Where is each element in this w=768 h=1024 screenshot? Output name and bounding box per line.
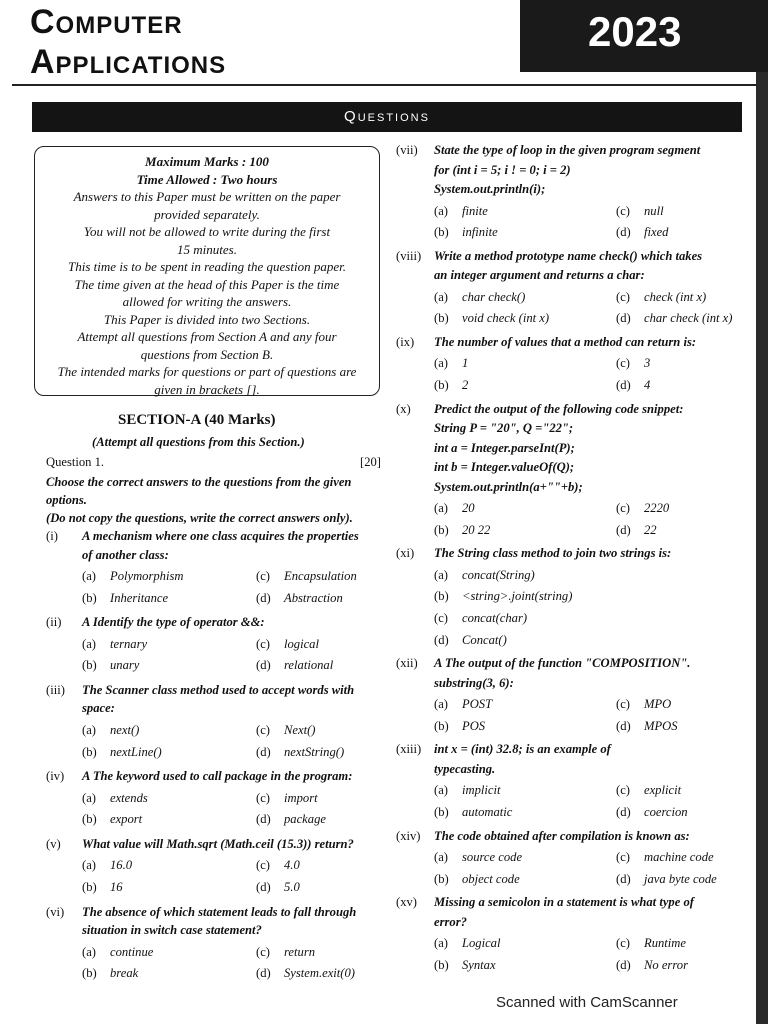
section-title: SECTION-A (40 Marks) [118, 412, 276, 428]
question-instruction: (Do not copy the questions, write the correct answers only). [46, 511, 353, 525]
option-letter: (a) [434, 289, 448, 304]
option-letter: (c) [616, 936, 630, 951]
option-letter: (d) [616, 871, 631, 886]
question-text: The number of values that a method can return is: [434, 334, 697, 349]
option-letter: (d) [256, 590, 271, 605]
question-number: (xiii) [396, 742, 422, 757]
right-column [396, 140, 748, 985]
option-letter: (c) [434, 611, 448, 625]
option-letter: (d) [616, 718, 631, 733]
header-rule [12, 84, 757, 86]
question-text: String P = "20", Q ="22"; [434, 421, 574, 436]
option-text: 22 [644, 522, 657, 537]
option-text: automatic [462, 805, 513, 819]
option-text: Concat() [462, 632, 507, 647]
option-letter: (c) [256, 636, 270, 651]
question-number: (viii) [396, 248, 422, 263]
question-text: space: [82, 701, 115, 716]
question-text: substring(3, 6): [434, 675, 514, 690]
question-instruction: options. [46, 493, 87, 507]
option-letter: (c) [616, 850, 630, 865]
option-letter: (b) [82, 966, 97, 981]
option-text: coercion [644, 805, 688, 819]
option-text: concat(String) [462, 567, 535, 582]
option-letter: (b) [434, 311, 449, 326]
question-number: (xiv) [396, 828, 421, 843]
instruction-line: The time given at the head of this Paper is the time [74, 276, 340, 292]
option-text: explicit [644, 783, 682, 798]
option-text: nextString() [284, 744, 345, 759]
question-number: (x) [396, 401, 411, 416]
questions-banner: Questions [32, 102, 742, 132]
option-text: Polymorphism [110, 569, 184, 583]
option-text: null [644, 203, 664, 218]
option-letter: (c) [616, 356, 630, 371]
question-number: (xii) [396, 656, 418, 671]
question-text: A Identify the type of operator &&: [82, 615, 265, 630]
option-text: nextLine() [110, 744, 162, 759]
option-letter: (d) [616, 311, 631, 326]
option-text: <string>.joint(string) [462, 589, 573, 604]
instruction-line: provided separately. [154, 206, 260, 222]
option-text: Encapsulation [284, 569, 357, 583]
option-letter: (a) [82, 569, 96, 583]
question-number: (v) [46, 836, 61, 851]
instruction-line: The intended marks for questions or part of questions are [57, 364, 357, 379]
option-text: MPO [644, 697, 672, 712]
question-text: A The output of the function "COMPOSITION". [434, 656, 691, 671]
option-text: implicit [462, 783, 501, 798]
option-letter: (d) [256, 658, 271, 673]
option-letter: (c) [256, 790, 270, 805]
option-letter: (c) [256, 722, 270, 737]
option-text: Abstraction [284, 590, 343, 605]
instruction-line: questions from Section B. [140, 346, 274, 362]
instruction-line: You will not be allowed to write during the first [83, 224, 331, 239]
question-text: int x = (int) 32.8; is an example of [434, 742, 611, 757]
option-letter: (b) [82, 744, 97, 759]
option-letter: (d) [256, 879, 271, 894]
option-letter: (d) [616, 378, 631, 392]
option-letter: (d) [616, 522, 631, 537]
question-number: (i) [46, 529, 58, 543]
option-letter: (a) [82, 944, 96, 959]
option-text: finite [462, 203, 488, 218]
question-number: (ii) [46, 615, 62, 630]
option-letter: (d) [616, 225, 631, 240]
option-letter: (b) [82, 879, 97, 894]
question-text: of another class: [82, 547, 169, 562]
option-letter: (b) [434, 957, 449, 972]
option-text: continue [110, 944, 154, 959]
instructions-box [34, 146, 380, 396]
option-letter: (a) [434, 850, 448, 865]
option-text: 20 22 [462, 522, 491, 537]
option-text: 2220 [644, 501, 670, 516]
option-letter: (a) [434, 203, 448, 218]
option-text: No error [644, 957, 688, 972]
option-text: 2 [462, 378, 469, 392]
question-text: The code obtained after compilation is known as: [434, 828, 690, 843]
instruction-line: This time is to be spent in reading the question paper. [68, 259, 346, 274]
question-text: System.out.println(a+""+b); [434, 479, 583, 494]
question-marks: [20] [360, 455, 381, 469]
option-letter: (a) [434, 697, 448, 712]
question-number: (iii) [46, 682, 65, 697]
question-number: (xv) [396, 895, 417, 910]
option-letter: (a) [434, 356, 448, 371]
option-letter: (c) [256, 569, 270, 583]
option-text: 16.0 [110, 858, 133, 873]
option-letter: (b) [434, 805, 449, 819]
option-letter: (b) [434, 522, 449, 537]
option-text: source code [462, 850, 523, 865]
question-text: The String class method to join two strings is: [434, 546, 672, 561]
option-text: void check (int x) [462, 311, 550, 326]
option-text: Runtime [644, 936, 686, 951]
option-text: java byte code [644, 871, 717, 886]
option-letter: (b) [82, 590, 97, 605]
option-text: concat(char) [462, 611, 528, 625]
question-number: (vii) [396, 143, 418, 157]
instruction-line: Maximum Marks : 100 [145, 154, 269, 169]
option-text: MPOS [644, 718, 678, 733]
question-text: Missing a semicolon in a statement is what type of [434, 895, 694, 910]
option-text: return [284, 944, 316, 959]
question-number: (ix) [396, 334, 415, 349]
section-subtitle: (Attempt all questions from this Section.) [92, 435, 305, 449]
paper-title [30, 2, 226, 82]
question-text: Write a method prototype name check() which takes [434, 248, 703, 263]
title-line-2: Applications [30, 43, 227, 81]
question-text: Predict the output of the following code snippet: [434, 401, 684, 416]
option-text: machine code [644, 850, 714, 865]
instruction-line: given in brackets []. [154, 381, 260, 397]
option-text: 1 [462, 356, 469, 371]
question-text: for (int i = 5; i ! = 0; i = 2) [434, 162, 571, 177]
option-text: 20 [462, 501, 475, 516]
option-text: POS [462, 718, 486, 733]
question-text: int a = Integer.parseInt(P); [434, 440, 575, 455]
option-letter: (a) [82, 636, 96, 651]
option-text: break [110, 966, 139, 981]
title-line-1: Computer [30, 3, 183, 41]
question-text: State the type of loop in the given program segment [434, 143, 701, 157]
question-text: int b = Integer.valueOf(Q); [434, 460, 575, 475]
option-letter: (c) [616, 203, 630, 218]
option-letter: (c) [616, 289, 630, 304]
option-text: char check (int x) [644, 311, 733, 326]
option-letter: (c) [616, 697, 630, 712]
option-text: export [110, 812, 143, 827]
option-letter: (c) [256, 858, 270, 873]
option-text: ternary [110, 636, 148, 651]
option-letter: (c) [616, 783, 630, 798]
option-text: 5.0 [284, 879, 300, 894]
instruction-line: Answers to this Paper must be written on the paper [73, 189, 341, 204]
question-text: What value will Math.sqrt (Math.ceil (15.3)) return? [82, 836, 354, 851]
camscanner-watermark: Scanned with CamScanner [496, 994, 678, 1011]
instruction-line: allowed for writing the answers. [122, 294, 292, 309]
option-text: unary [110, 658, 140, 673]
option-text: 4.0 [284, 858, 300, 873]
question-text: A The keyword used to call package in the program: [82, 769, 353, 784]
question-text: The Scanner class method used to accept words with [82, 682, 355, 697]
option-text: logical [284, 636, 319, 651]
option-text: relational [284, 658, 334, 673]
question-number: (xi) [396, 546, 415, 561]
option-letter: (a) [434, 936, 448, 951]
question-text: The absence of which statement leads to fall through [82, 904, 357, 919]
option-text: check (int x) [644, 289, 707, 304]
question-text: typecasting. [434, 761, 496, 776]
question-label: Question 1. [46, 455, 105, 469]
instruction-line: 15 minutes. [177, 241, 237, 257]
option-letter: (b) [434, 871, 449, 886]
question-instruction: Choose the correct answers to the questions from the given [46, 475, 352, 489]
question-number: (iv) [46, 769, 65, 784]
option-letter: (b) [434, 718, 449, 733]
option-text: next() [110, 722, 140, 737]
question-text: A mechanism where one class acquires the properties [82, 529, 359, 543]
option-letter: (d) [616, 805, 631, 819]
question-text: situation in switch case statement? [82, 923, 262, 937]
option-text: 3 [644, 356, 651, 371]
option-text: Inheritance [110, 590, 169, 605]
option-text: object code [462, 871, 520, 886]
instruction-line: Time Allowed : Two hours [136, 171, 278, 187]
option-letter: (d) [616, 957, 631, 972]
option-letter: (d) [434, 632, 449, 647]
option-letter: (b) [434, 589, 449, 604]
option-text: POST [462, 697, 493, 712]
option-letter: (b) [434, 225, 449, 240]
option-letter: (c) [256, 944, 270, 959]
option-text: extends [110, 790, 148, 805]
option-text: 4 [644, 378, 651, 392]
option-letter: (a) [434, 783, 448, 798]
option-text: infinite [462, 225, 498, 240]
instruction-line: Attempt all questions from Section A and any four [77, 329, 337, 344]
option-text: Logical [462, 936, 501, 951]
question-text: error? [434, 914, 467, 929]
question-text: an integer argument and returns a char: [434, 268, 645, 283]
option-text: package [284, 812, 326, 827]
option-letter: (b) [434, 378, 449, 392]
question-text: System.out.println(i); [434, 182, 546, 196]
option-text: 16 [110, 879, 123, 894]
option-text: Next() [284, 722, 316, 737]
option-text: Syntax [462, 957, 496, 972]
option-letter: (a) [82, 722, 96, 737]
scan-edge-shadow [756, 0, 768, 1024]
option-letter: (d) [256, 966, 271, 981]
left-column [46, 410, 391, 985]
option-text: fixed [644, 225, 669, 240]
year-label: 2023 [588, 8, 682, 55]
option-letter: (a) [82, 858, 96, 873]
option-text: System.exit(0) [284, 966, 355, 981]
option-text: import [284, 790, 318, 805]
option-letter: (d) [256, 812, 271, 827]
option-letter: (c) [616, 501, 630, 516]
option-letter: (b) [82, 812, 97, 827]
option-letter: (a) [434, 567, 448, 582]
option-letter: (d) [256, 744, 271, 759]
option-letter: (a) [82, 790, 96, 805]
option-letter: (a) [434, 501, 448, 516]
question-number: (vi) [46, 904, 65, 919]
option-letter: (b) [82, 658, 97, 673]
option-text: char check() [462, 289, 526, 304]
instruction-line: This Paper is divided into two Sections. [103, 311, 311, 327]
